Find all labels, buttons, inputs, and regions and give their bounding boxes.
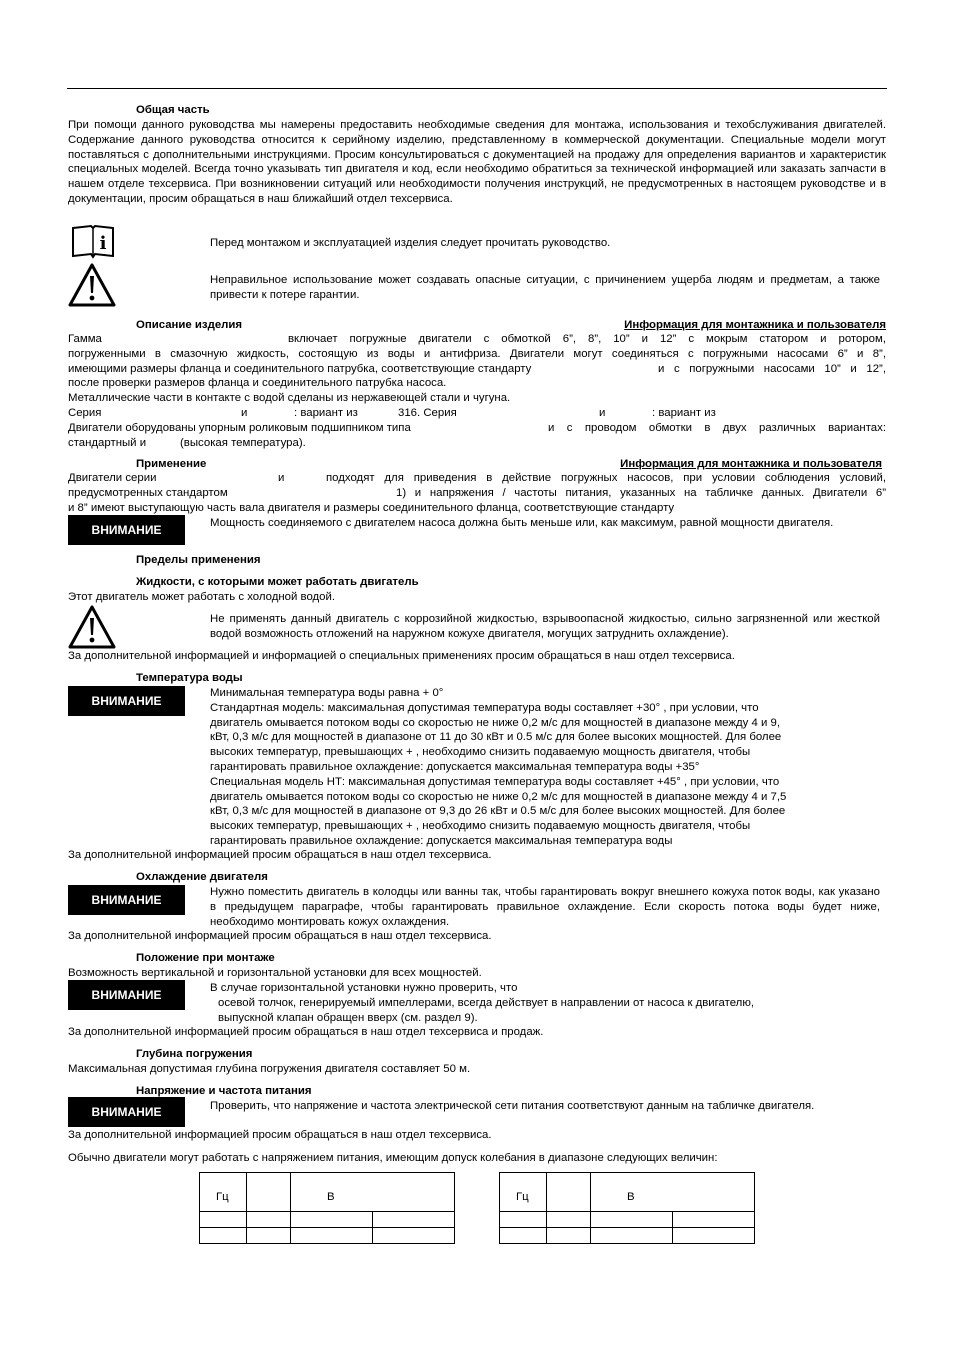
table-cell bbox=[291, 1228, 373, 1244]
attention-badge-position: ВНИМАНИЕ bbox=[68, 980, 185, 1010]
warning-triangle-icon bbox=[68, 604, 116, 653]
desc-line3b: и с погружными насосами 10” и 12”, bbox=[658, 362, 886, 375]
desc-line8a: стандартный и bbox=[68, 436, 147, 449]
top-rule bbox=[67, 88, 887, 89]
depth-text: Максимальная допустимая глубина погружения двигателя составляет 50 м. bbox=[68, 1063, 471, 1075]
warning-triangle-icon bbox=[68, 262, 116, 311]
table-cell bbox=[247, 1212, 291, 1228]
desc-line7a: Двигатели оборудованы упорным роликовым подшипником типа bbox=[68, 421, 411, 434]
temp-line: кВт, 0,3 м/с для мощностей в диапазоне от 11 до 30 кВт и 0.5 м/с для более высоких мощностей. Для более bbox=[210, 731, 782, 744]
read-manual-icon bbox=[71, 224, 115, 263]
cooling-more-info: За дополнительной информацией просим обращаться в наш отдел техсервиса. bbox=[68, 930, 492, 942]
temp-line: гарантировать правильное охлаждение: допускается максимальная температура воды +35° bbox=[210, 760, 700, 773]
attention-badge-cooling: ВНИМАНИЕ bbox=[68, 885, 185, 915]
app-line2b: 1) и напряжения / частоты питания, указанных на табличке данных. Двигатели 6” bbox=[396, 486, 886, 499]
voltage-table-1 bbox=[199, 1172, 455, 1244]
desc-line6e: и bbox=[599, 406, 606, 419]
table-cell bbox=[291, 1212, 373, 1228]
temp-line: гарантировать правильное охлаждение: допускается максимальная температура воды bbox=[210, 834, 673, 847]
temp-line: Специальная модель НТ: максимальная допустимая температура воды составляет +45° , при условии, что bbox=[210, 775, 780, 788]
desc-line6c: : вариант из bbox=[294, 406, 358, 419]
attention-badge-voltage: ВНИМАНИЕ bbox=[68, 1097, 185, 1127]
temperature-more-info: За дополнительной информацией просим обращаться в наш отдел техсервиса. bbox=[68, 849, 492, 861]
desc-line3: имеющими размеры фланца и соединительного патрубка, соответствующие стандарту bbox=[68, 362, 532, 375]
cooling-text: Нужно поместить двигатель в колодцы или ванны так, чтобы гарантировать вокруг внешнего кожуха поток воды, как указано в предыдущем параграфе, чтобы гарантировать правильное охлаждение. Если скорость потока воды будет ниже, необходимо монтировать кожух охлаждения. bbox=[210, 886, 880, 928]
desc-line7b: и с проводом обмотки в двух различных вариантах: bbox=[548, 421, 886, 434]
table-cell-hz: Гц bbox=[200, 1173, 247, 1212]
table-cell bbox=[591, 1212, 673, 1228]
read-manual-note: Перед монтажом и эксплуатацией изделия следует прочитать руководство. bbox=[210, 237, 611, 249]
table-cell bbox=[673, 1228, 755, 1244]
desc-line4: после проверки размеров фланца и соединительного патрубка насоса. bbox=[68, 377, 447, 390]
attention-badge-application: ВНИМАНИЕ bbox=[68, 515, 185, 545]
section-title-limits: Пределы применения bbox=[136, 554, 261, 566]
temp-line: двигатель омывается потоком воды со скоростью не ниже 0,2 м/с для мощностей в диапазоне между 4 и 7,5 bbox=[210, 790, 787, 803]
table-cell bbox=[500, 1228, 547, 1244]
table-cell bbox=[373, 1228, 455, 1244]
table-cell bbox=[373, 1212, 455, 1228]
table-cell bbox=[547, 1173, 591, 1212]
application-body bbox=[68, 471, 886, 515]
desc-line1a: Гамма bbox=[68, 333, 102, 345]
desc-line5: Металлические части в контакте с водой сделаны из нержавеющей стали и чугуна. bbox=[68, 392, 511, 405]
position-line3: выпускной клапан обращен вверх (см. раздел 9). bbox=[218, 1011, 478, 1024]
table-cell bbox=[247, 1228, 291, 1244]
application-warning: Мощность соединяемого с двигателем насоса должна быть меньше или, как максимум, равной мощности двигателя. bbox=[210, 517, 834, 529]
temp-line: Минимальная температура воды равна + 0° bbox=[210, 687, 444, 699]
section-title-temperature: Температура воды bbox=[136, 672, 243, 684]
desc-line6a: Серия bbox=[68, 406, 102, 419]
desc-line6b: и bbox=[241, 406, 248, 419]
position-text bbox=[210, 981, 880, 1025]
table-cell-hz: Гц bbox=[500, 1173, 547, 1212]
position-line1: В случае горизонтальной установки нужно проверить, что bbox=[210, 982, 518, 994]
temp-line: высоких температур, превышающих + , необходимо снизить подаваемую мощность двигателя, чтобы bbox=[210, 746, 751, 759]
table-cell-v: В bbox=[591, 1173, 755, 1212]
table-cell bbox=[547, 1212, 591, 1228]
temp-line: кВт, 0,3 м/с для мощностей в диапазоне от 9,3 до 26 кВт и 0.5 м/с для более высоких мощностей. Для более bbox=[210, 805, 786, 818]
attention-badge-temperature: ВНИМАНИЕ bbox=[68, 686, 185, 716]
section-title-voltage: Напряжение и частота питания bbox=[136, 1085, 312, 1097]
section-title-application: Применение bbox=[136, 458, 207, 470]
desc-line1b: включает погружные двигатели с обмоткой 6”, 8”, 10” и 12” с мокрым статором и ротором, bbox=[288, 333, 886, 345]
table-cell bbox=[673, 1212, 755, 1228]
section-title-cooling: Охлаждение двигателя bbox=[136, 871, 268, 883]
app-line1b: и bbox=[278, 472, 285, 484]
position-intro: Возможность вертикальной и горизонтальной установки для всех мощностей. bbox=[68, 967, 482, 979]
voltage-more-info: За дополнительной информацией просим обращаться в наш отдел техсервиса. bbox=[68, 1129, 492, 1141]
temp-line: двигатель омывается потоком воды со скоростью не ниже 0,2 м/с для мощностей в диапазоне между 4 и 9, bbox=[210, 716, 781, 729]
position-more-info: За дополнительной информацией просим обращаться в наш отдел техсервиса и продаж. bbox=[68, 1026, 544, 1038]
temperature-text bbox=[210, 686, 880, 849]
table-cell-v: В bbox=[291, 1173, 455, 1212]
table-cell bbox=[547, 1228, 591, 1244]
description-audience: Информация для монтажника и пользователя bbox=[624, 319, 886, 331]
app-line1a: Двигатели серии bbox=[68, 472, 157, 484]
section-title-position: Положение при монтаже bbox=[136, 952, 275, 964]
temp-line: высоких температур, превышающих + , необходимо снизить подаваемую мощность двигателя, чтобы bbox=[210, 820, 751, 833]
app-line2a: предусмотренных стандартом bbox=[68, 486, 228, 499]
position-line2: осевой толчок, генерируемый импеллерами, всегда действует в направлении от насоса к двигателю, bbox=[218, 996, 755, 1009]
section-title-depth: Глубина погружения bbox=[136, 1048, 253, 1060]
table-cell bbox=[200, 1228, 247, 1244]
misuse-warning: Неправильное использование может создавать опасные ситуации, с причинением ущерба людям и предметам, а также привести к потере гарантии. bbox=[210, 274, 880, 301]
fluids-warning: Не применять данный двигатель с коррозийной жидкостью, взрывоопасной жидкостью, сильно загрязненной или жесткой водой возможность отложений на наружном кожухе двигателя, могущих затруднить охлаждение). bbox=[210, 613, 880, 640]
svg-text:i: i bbox=[99, 233, 107, 254]
section-title-general: Общая часть bbox=[136, 104, 210, 116]
desc-line6f: : вариант из bbox=[652, 406, 716, 419]
description-body bbox=[68, 332, 886, 450]
voltage-warning: Проверить, что напряжение и частота электрической сети питания соответствуют данным на табличке двигателя. bbox=[210, 1100, 815, 1112]
desc-line8b: (высокая температура). bbox=[180, 436, 306, 449]
desc-line2: погруженными в смазочную жидкость, состоящую из воды и антифриза. Двигатели могут соединяться с погружными насосами 6” и 8”, bbox=[68, 347, 886, 360]
app-line1c: подходят для приведения в действие погружных насосов, при условии соблюдения условий, bbox=[326, 472, 886, 484]
voltage-tolerance: Обычно двигатели могут работать с напряжением питания, имеющим допуск колебания в диапазоне следующих величин: bbox=[68, 1152, 718, 1164]
app-line3: и 8” имеют выступающую часть вала двигателя и размеры соединительного фланца, соответствующие стандарту bbox=[68, 501, 675, 514]
table-cell bbox=[200, 1212, 247, 1228]
section-title-description: Описание изделия bbox=[136, 319, 243, 331]
table-cell bbox=[247, 1173, 291, 1212]
table-cell bbox=[591, 1228, 673, 1244]
desc-line6d: 316. Серия bbox=[398, 406, 457, 419]
fluids-text: Этот двигатель может работать с холодной водой. bbox=[68, 591, 336, 603]
general-body: При помощи данного руководства мы намерены предоставить необходимые сведения для монтажа, использования и техобслуживания двигателей. Содержание данного руководства относится к серийному изделию, представленному в коммерческой документации. Специальные модели могут поставляться с дополнительными инструкциями. Просим консультироваться с документацией на продажу для определения вариантов и характеристик специальных моделей. Всегда точно указывать тип двигателя и код, если необходимо обратиться за технической информацией или заказать запчасти в нашем отделе техсервиса. При возникновении ситуаций или необходимости получения инструкций, не предусмотренных в настоящем руководстве и в документации, просим обращаться в наш ближайший отдел техсервиса. bbox=[68, 119, 886, 205]
section-title-fluids: Жидкости, с которыми может работать двигатель bbox=[136, 576, 419, 588]
fluids-more-info: За дополнительной информацией и информацией о специальных применениях просим обращаться в наш отдел техсервиса. bbox=[68, 650, 735, 662]
application-audience: Информация для монтажника и пользователя bbox=[620, 458, 882, 470]
table-cell bbox=[500, 1212, 547, 1228]
temp-line: Стандартная модель: максимальная допустимая температура воды составляет +30° , при условии, что bbox=[210, 701, 759, 714]
voltage-table-2 bbox=[499, 1172, 755, 1244]
